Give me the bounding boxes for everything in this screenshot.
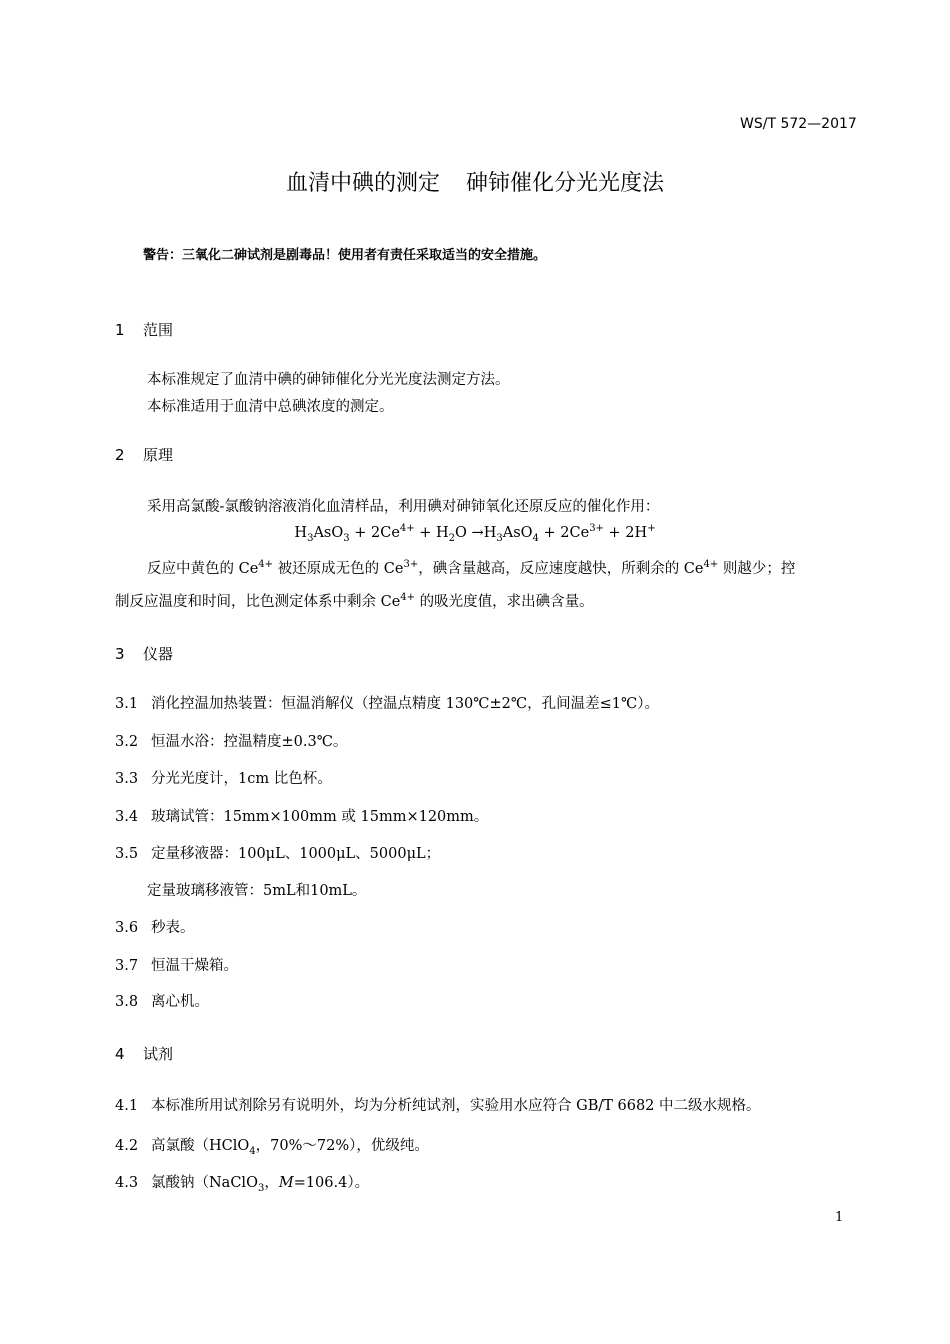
- standard-code: WS/T 572—2017: [740, 116, 857, 132]
- section-3-heading: [115, 643, 173, 664]
- section-number: 1: [115, 321, 125, 339]
- scope-paragraph-2: 本标准适用于血清中总碘浓度的测定。: [147, 399, 394, 415]
- list-item: 3.2 恒温水浴：控温精度±0.3℃。: [115, 734, 348, 750]
- list-item-continuation: 定量玻璃移液管：5mL和10mL。: [147, 883, 367, 899]
- list-item: 3.1 消化控温加热装置：恒温消解仪（控温点精度 130℃±2℃，孔间温差≤1℃）。: [115, 696, 659, 712]
- list-item: 3.8 离心机。: [115, 994, 209, 1010]
- section-4-heading: [115, 1043, 173, 1064]
- section-number: 3: [115, 645, 125, 663]
- principle-paragraph-1: 采用高氯酸-氯酸钠溶液消化血清样品，利用碘对砷铈氧化还原反应的催化作用：: [147, 499, 660, 515]
- section-title: 仪器: [143, 645, 174, 663]
- section-title: 试剂: [143, 1045, 174, 1063]
- scope-paragraph-1: 本标准规定了血清中碘的砷铈催化分光光度法测定方法。: [147, 372, 510, 388]
- section-number: 4: [115, 1045, 125, 1063]
- page-number: 1: [835, 1210, 844, 1225]
- section-title: 范围: [143, 321, 174, 339]
- principle-paragraph-2-line-1: 反应中黄色的 $Ce^{4+}$ 被还原成无色的 $Ce^{3+}$，碘含量越高，反应速度越快，所剩余的 $Ce^{4+}$ 则越少；控: [147, 559, 796, 577]
- list-item: 4.3 氯酸钠（NaClO$_3$，M=106.4）。: [115, 1175, 370, 1194]
- section-1-heading: [115, 319, 173, 340]
- list-item: 3.6 秒表。: [115, 920, 195, 936]
- list-item: 3.5 定量移液器：100μL、1000μL、5000μL；: [115, 846, 441, 862]
- list-item: 3.3 分光光度计，1cm 比色杯。: [115, 771, 332, 787]
- list-item: 3.7 恒温干燥箱。: [115, 958, 238, 974]
- reaction-formula: $H_3AsO_3 + 2Ce^{4+} + H_2O \to H_3AsO_4 + 2Ce^{3+} + 2H^+$: [294, 523, 656, 544]
- list-item: 3.4 玻璃试管：15mm×100mm 或 15mm×120mm。: [115, 809, 489, 825]
- title-part2: 砷铈催化分光光度法: [466, 171, 665, 196]
- list-item: 4.1 本标准所用试剂除另有说明外，均为分析纯试剂，实验用水应符合 GB/T 6682 中二级水规格。: [115, 1098, 761, 1114]
- section-number: 2: [115, 446, 125, 464]
- title-part1: 血清中碘的测定: [285, 171, 440, 196]
- list-item: 4.2 高氯酸（HClO$_4$，70%～72%），优级纯。: [115, 1138, 429, 1157]
- section-2-heading: [115, 444, 173, 465]
- safety-warning: 警告：三氧化二砷试剂是剧毒品！使用者有责任采取适当的安全措施。: [143, 248, 547, 263]
- document-title: [0, 166, 950, 197]
- principle-paragraph-2-line-2: 制反应温度和时间，比色测定体系中剩余 $Ce^{4+}$ 的吸光度值，求出碘含量。: [115, 592, 594, 610]
- section-title: 原理: [143, 446, 174, 464]
